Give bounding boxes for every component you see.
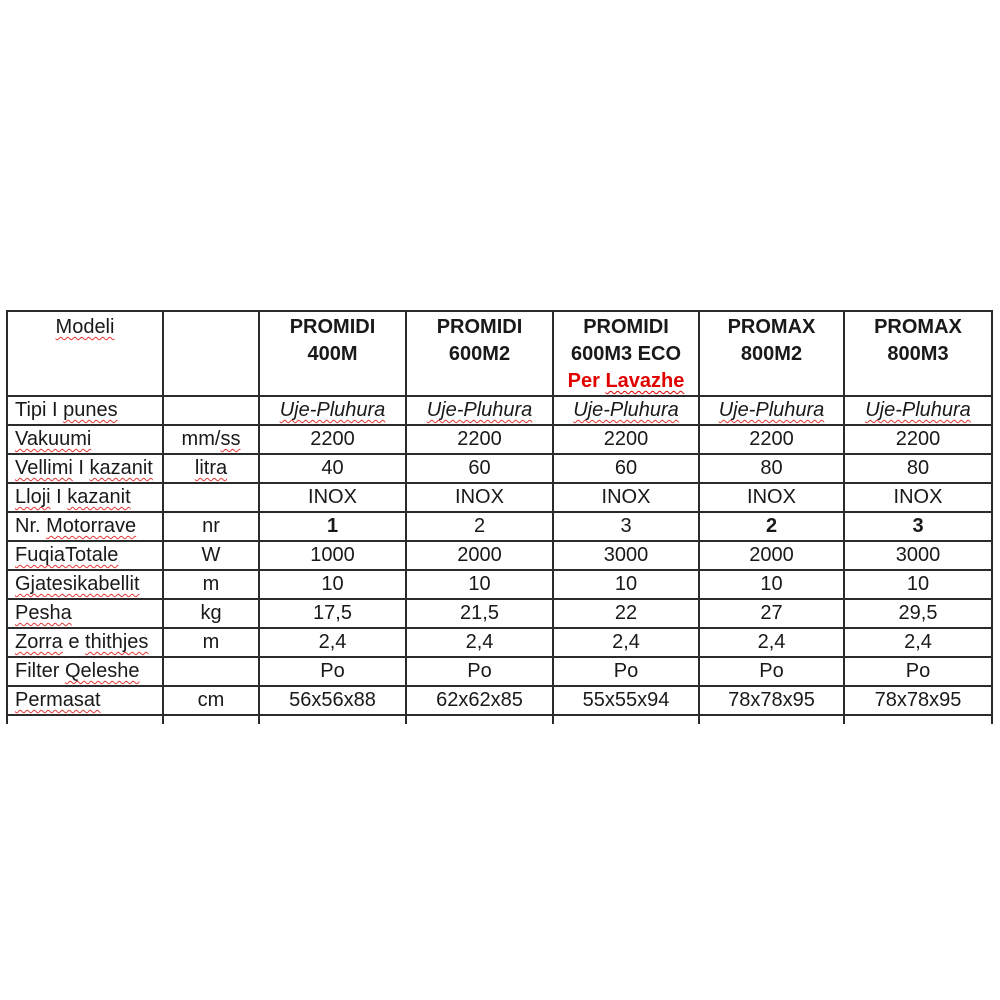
table-row-fuqia-totale	[7, 541, 992, 570]
cell-gjatesi-kabellit-promax-800m2	[699, 570, 844, 599]
cell-value: Po	[320, 660, 345, 682]
model-name: PROMAX	[727, 316, 816, 338]
cell-fuqia-totale-promidi-600m3-eco	[553, 541, 699, 570]
cell-value: 2200	[603, 428, 649, 450]
cell-gjatesi-kabellit-promidi-600m2	[406, 570, 553, 599]
table-row-gjatesi-kabellit	[7, 570, 992, 599]
misspelled-word: Lloji	[15, 486, 51, 508]
header-model-promax-800m3	[844, 311, 992, 396]
cell-nr-motorrave-promidi-600m3-eco	[553, 512, 699, 541]
cell-value: 17,5	[313, 602, 352, 624]
row-label-tipi-i-punes	[7, 396, 163, 425]
header-cell-unit	[163, 311, 259, 396]
cell-lloji-i-kazanit-promax-800m3	[844, 483, 992, 512]
row-unit-fuqia-totale	[163, 541, 259, 570]
model-code: 800M2	[740, 343, 803, 365]
cell-nr-motorrave-promax-800m3	[844, 512, 992, 541]
table-row-lloji-i-kazanit	[7, 483, 992, 512]
cell-gjatesi-kabellit-promidi-600m3-eco	[553, 570, 699, 599]
cell-zorra-e-thithjes-promidi-600m2	[406, 628, 553, 657]
cell-value: 10	[614, 573, 638, 595]
cut-off-cell	[553, 715, 699, 724]
cell-value: 1000	[310, 544, 355, 566]
row-unit-gjatesi-kabellit	[163, 570, 259, 599]
cell-zorra-e-thithjes-promax-800m3	[844, 628, 992, 657]
product-spec-table	[6, 310, 993, 724]
cell-vakuumi-promidi-600m2	[406, 425, 553, 454]
header-model-promidi-600m3-eco	[553, 311, 699, 396]
cell-permasat-promidi-600m2	[406, 686, 553, 715]
cell-zorra-e-thithjes-promidi-400m	[259, 628, 406, 657]
cell-permasat-promidi-400m	[259, 686, 406, 715]
cell-value: 60	[614, 457, 638, 479]
cell-value: 3	[912, 515, 924, 537]
cell-zorra-e-thithjes-promax-800m2	[699, 628, 844, 657]
cell-value: 29,5	[898, 602, 938, 624]
cell-filter-qeleshe-promidi-400m	[259, 657, 406, 686]
row-label-pesha	[7, 599, 163, 628]
cell-tipi-i-punes-promax-800m2	[699, 396, 844, 425]
cell-value: 3000	[895, 544, 941, 566]
row-unit-pesha	[163, 599, 259, 628]
cell-filter-qeleshe-promax-800m3	[844, 657, 992, 686]
model-name: PROMIDI	[289, 316, 376, 338]
label-text: nr	[202, 515, 220, 537]
cell-value: 2200	[895, 428, 941, 450]
cell-zorra-e-thithjes-promidi-600m3-eco	[553, 628, 699, 657]
row-label-gjatesi-kabellit	[7, 570, 163, 599]
cell-tipi-i-punes-promidi-400m	[259, 396, 406, 425]
row-label-lloji-i-kazanit	[7, 483, 163, 512]
row-unit-permasat	[163, 686, 259, 715]
cell-vellimi-i-kazanit-promidi-400m	[259, 454, 406, 483]
cell-value: 1	[326, 515, 339, 537]
cell-value: 2,4	[612, 631, 640, 653]
cell-value: 2200	[457, 428, 502, 450]
cell-permasat-promax-800m3	[844, 686, 992, 715]
header-row	[7, 311, 992, 396]
misspelled-word: Modeli	[55, 316, 115, 338]
cell-value: 21,5	[460, 602, 499, 624]
cell-value: 2,4	[465, 631, 494, 653]
cell-value: 22	[614, 602, 638, 624]
cell-value: 2200	[749, 428, 794, 450]
cut-off-cell	[406, 715, 553, 724]
model-name: PROMIDI	[436, 316, 523, 338]
label-text: Filter	[15, 660, 65, 682]
cell-value: 3000	[603, 544, 649, 566]
label-text: Per	[567, 370, 606, 392]
cell-value: 2	[473, 515, 486, 537]
cell-value: 10	[906, 573, 930, 595]
cell-value: 2,4	[757, 631, 786, 653]
cell-vellimi-i-kazanit-promidi-600m3-eco	[553, 454, 699, 483]
cut-off-cell	[699, 715, 844, 724]
model-code: 600M3 ECO	[570, 343, 682, 365]
label-text: kg	[200, 602, 222, 624]
model-code: 800M3	[887, 343, 949, 365]
cut-off-cell	[163, 715, 259, 724]
row-label-filter-qeleshe	[7, 657, 163, 686]
model-code: 400M	[307, 343, 358, 365]
cell-lloji-i-kazanit-promax-800m2	[699, 483, 844, 512]
cell-value: 78x78x95	[874, 689, 962, 711]
cut-off-cell	[259, 715, 406, 724]
table-row-filter-qeleshe	[7, 657, 992, 686]
cell-vakuumi-promax-800m3	[844, 425, 992, 454]
cell-value: 10	[760, 573, 783, 595]
cell-value: 10	[468, 573, 491, 595]
table-row-pesha	[7, 599, 992, 628]
row-unit-tipi-i-punes	[163, 396, 259, 425]
cell-value: 2200	[310, 428, 355, 450]
misspelled-word: punes	[63, 399, 118, 421]
model-code: 600M2	[448, 343, 511, 365]
cell-value: 62x62x85	[436, 689, 523, 711]
cell-pesha-promidi-600m3-eco	[553, 599, 699, 628]
cell-pesha-promidi-400m	[259, 599, 406, 628]
cell-value: INOX	[893, 486, 943, 508]
row-label-nr-motorrave	[7, 512, 163, 541]
misspelled-word: Permasat	[15, 689, 101, 711]
cell-value: 2,4	[904, 631, 932, 653]
cell-gjatesi-kabellit-promax-800m3	[844, 570, 992, 599]
cell-fuqia-totale-promax-800m3	[844, 541, 992, 570]
row-unit-vellimi-i-kazanit	[163, 454, 259, 483]
cell-pesha-promax-800m3	[844, 599, 992, 628]
label-text: Tipi I	[15, 399, 64, 421]
cell-value: Uje-Pluhura	[718, 399, 825, 421]
cell-tipi-i-punes-promidi-600m2	[406, 396, 553, 425]
cell-value: 2,4	[318, 631, 347, 653]
row-label-vakuumi	[7, 425, 163, 454]
cell-value: 56x56x88	[289, 689, 376, 711]
cell-value: 27	[760, 602, 783, 624]
label-text: mm/	[181, 428, 221, 450]
table-row-vakuumi	[7, 425, 992, 454]
label-text: m	[202, 573, 220, 595]
misspelled-word: kazanit	[89, 457, 153, 479]
cell-gjatesi-kabellit-promidi-400m	[259, 570, 406, 599]
row-label-permasat	[7, 686, 163, 715]
cell-value: Po	[613, 660, 639, 682]
cell-value: Uje-Pluhura	[573, 399, 679, 421]
misspelled-word: litra	[194, 457, 228, 479]
cell-value: Uje-Pluhura	[426, 399, 533, 421]
cell-filter-qeleshe-promidi-600m3-eco	[553, 657, 699, 686]
cell-permasat-promax-800m2	[699, 686, 844, 715]
model-name: PROMAX	[874, 316, 962, 338]
misspelled-word: kazanit	[67, 486, 131, 508]
table-row-nr-motorrave	[7, 512, 992, 541]
cell-value: 80	[906, 457, 930, 479]
row-unit-vakuumi	[163, 425, 259, 454]
cell-nr-motorrave-promax-800m2	[699, 512, 844, 541]
cell-value: INOX	[601, 486, 651, 508]
header-model-promidi-600m2	[406, 311, 553, 396]
misspelled-word: Pesha	[15, 602, 72, 624]
cell-value: 40	[321, 457, 344, 479]
cut-off-cell	[844, 715, 992, 724]
cell-value: 60	[468, 457, 491, 479]
cell-value: INOX	[747, 486, 796, 508]
cell-pesha-promidi-600m2	[406, 599, 553, 628]
cell-filter-qeleshe-promidi-600m2	[406, 657, 553, 686]
table-row-vellimi-i-kazanit	[7, 454, 992, 483]
cell-vakuumi-promax-800m2	[699, 425, 844, 454]
cell-vellimi-i-kazanit-promax-800m3	[844, 454, 992, 483]
cell-value: Uje-Pluhura	[865, 399, 971, 421]
cell-value: Po	[905, 660, 931, 682]
cell-permasat-promidi-600m3-eco	[553, 686, 699, 715]
misspelled-word: FuqiaTotale	[15, 544, 119, 566]
header-model-promax-800m2	[699, 311, 844, 396]
row-label-fuqia-totale	[7, 541, 163, 570]
row-label-zorra-e-thithjes	[7, 628, 163, 657]
cell-vakuumi-promidi-400m	[259, 425, 406, 454]
model-note	[554, 368, 698, 395]
cell-vellimi-i-kazanit-promidi-600m2	[406, 454, 553, 483]
row-label-vellimi-i-kazanit	[7, 454, 163, 483]
cell-tipi-i-punes-promax-800m3	[844, 396, 992, 425]
cell-value: Po	[759, 660, 784, 682]
cell-fuqia-totale-promidi-600m2	[406, 541, 553, 570]
header-model-promidi-400m	[259, 311, 406, 396]
cell-vakuumi-promidi-600m3-eco	[553, 425, 699, 454]
cell-value: 2000	[457, 544, 502, 566]
label-text: I	[50, 486, 68, 508]
model-name: PROMIDI	[583, 316, 669, 338]
cell-tipi-i-punes-promidi-600m3-eco	[553, 396, 699, 425]
cell-value: 10	[321, 573, 344, 595]
label-text: e	[62, 631, 86, 653]
cell-value: 2	[765, 515, 778, 537]
cut-off-row	[7, 715, 992, 724]
cell-value: 55x55x94	[582, 689, 670, 711]
misspelled-word: Vellimi	[15, 457, 73, 479]
cell-value: Uje-Pluhura	[279, 399, 386, 421]
misspelled-word: thithjes	[85, 631, 149, 653]
row-unit-filter-qeleshe	[163, 657, 259, 686]
cell-value: INOX	[308, 486, 357, 508]
label-text: I	[72, 457, 90, 479]
cell-value: Po	[467, 660, 492, 682]
row-unit-zorra-e-thithjes	[163, 628, 259, 657]
cell-lloji-i-kazanit-promidi-400m	[259, 483, 406, 512]
cut-off-cell	[7, 715, 163, 724]
cell-lloji-i-kazanit-promidi-600m3-eco	[553, 483, 699, 512]
misspelled-word: Vakuumi	[15, 428, 92, 450]
misspelled-word: Motorrave	[46, 515, 137, 537]
misspelled-word: Zorra	[15, 631, 63, 653]
misspelled-word: Gjatesikabellit	[15, 573, 140, 595]
cell-value: 78x78x95	[728, 689, 815, 711]
cell-pesha-promax-800m2	[699, 599, 844, 628]
table-row-zorra-e-thithjes	[7, 628, 992, 657]
table-row-tipi-i-punes	[7, 396, 992, 425]
label-text: cm	[197, 689, 225, 711]
header-cell-modeli	[7, 311, 163, 396]
cell-value: 2000	[749, 544, 794, 566]
row-unit-lloji-i-kazanit	[163, 483, 259, 512]
cell-value: 80	[760, 457, 783, 479]
table-row-permasat	[7, 686, 992, 715]
label-text: Nr.	[15, 515, 47, 537]
misspelled-word: Qeleshe	[65, 660, 140, 682]
cell-vellimi-i-kazanit-promax-800m2	[699, 454, 844, 483]
label-text: m	[202, 631, 220, 653]
cell-value: 3	[620, 515, 632, 537]
cell-fuqia-totale-promax-800m2	[699, 541, 844, 570]
cell-lloji-i-kazanit-promidi-600m2	[406, 483, 553, 512]
misspelled-word: ss	[220, 428, 241, 450]
cell-nr-motorrave-promidi-400m	[259, 512, 406, 541]
cell-fuqia-totale-promidi-400m	[259, 541, 406, 570]
row-unit-nr-motorrave	[163, 512, 259, 541]
cell-filter-qeleshe-promax-800m2	[699, 657, 844, 686]
label-text: W	[201, 544, 221, 566]
cell-nr-motorrave-promidi-600m2	[406, 512, 553, 541]
cell-value: INOX	[455, 486, 504, 508]
misspelled-word: Lavazhe	[605, 370, 685, 392]
